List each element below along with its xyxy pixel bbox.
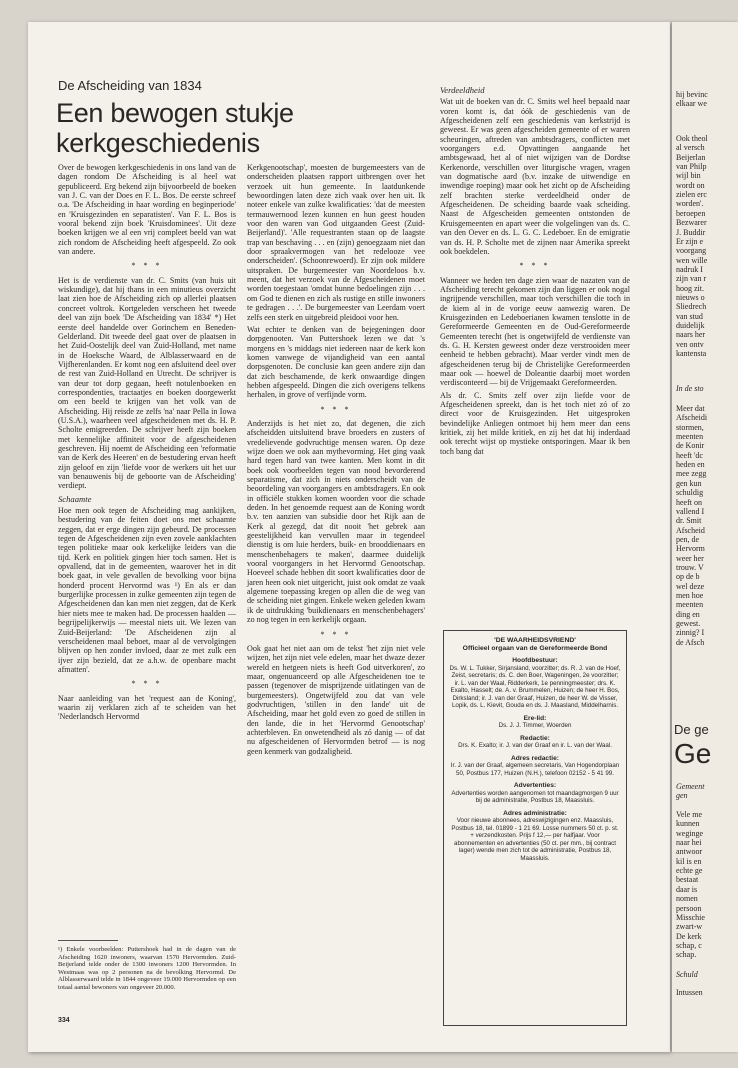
next-page-line: hoog zit. (676, 283, 704, 293)
next-page-line: kil is en (676, 856, 702, 866)
next-page-line: Misschie (676, 912, 705, 922)
next-page-line: echte ge (676, 866, 703, 876)
section-heading-verdeeldheid: Verdeeldheid (440, 85, 485, 95)
next-page-line: heeft 'dc (676, 450, 703, 460)
next-page-line: dr. Smit (676, 516, 702, 526)
next-page-line: Afscheidi (676, 413, 708, 423)
next-page-line: elkaar we (676, 99, 707, 109)
masthead-title: 'DE WAARHEIDSVRIEND' (494, 637, 576, 644)
next-page-line: ding en (676, 609, 700, 619)
paragraph: Het is de verdienste van dr. C. Smits (van huis uit wiskundige), dat hij thans in een minutieus overzicht laat zien hoe de Afscheiding zich op allerlei plaatsen concreet voltrok. Kortgeleden verscheen het tweede deel van zijn boek 'De Afscheiding van 1834' *) Het eerste deel handelde over Gorinchem en Beneden-Gelderland. Dit tweede deel gaat over de plaatsen in het Zuid-Oostelijk deel van Zuid-Holland, met name in de Hoeksche Waard, de Alblasserwaard en de Vijfherenlanden. Er komt nog een afsluitend deel over de rest van Zuid-Holland en Utrecht. De schrijver is van deur tot dorp gegaan, heeft notulenboeken en correspondenties, tractaatjes en boeken doorgewerkt om een beeld te krijgen van het volk van de Afscheiding. Hij reisde ze zelfs 'na' naar Pella in Iowa (U.S.A.), waarheen veel afgescheidenen met ds. H. P. Scholte emigreerden. De schrijver heeft zijn boeken met kennelijke affiniteit voor de afgescheidenen geschreven. Hij noemt de Afscheiding een 'reformatie van de Kerk des Heeren' en de bestudering ervan heeft zijn geloof en zijn 'liefde voor de werkers uit het uur van benauwenis bij de geboorte van de Afscheiding' verdiept. (58, 275, 236, 491)
next-page-line: voorgang (676, 246, 707, 256)
footnote-rule (58, 940, 118, 941)
masthead-heading: Ere-lid: (523, 714, 547, 722)
column-3 (440, 82, 630, 459)
next-page-line: meenten (676, 432, 704, 442)
next-page-line: zwart-w (676, 922, 703, 932)
next-page-line: stormen, (676, 422, 704, 432)
page-number: 334 (58, 1017, 70, 1024)
next-page-line: kantensta (676, 349, 707, 359)
next-page-line: vallend I (676, 506, 705, 516)
next-page-line: van Philp (676, 162, 707, 172)
next-page-line: mee zegg (676, 469, 707, 479)
next-page-line: zijn van r (676, 274, 707, 284)
next-page-line: op de b (676, 572, 700, 582)
next-page-line: men hoe (676, 591, 704, 600)
next-page-line: Gemeent (676, 782, 705, 791)
next-page-line: de Afsch (676, 637, 705, 647)
paragraph: Wanneer we heden ten dage zien waar de nazaten van de Afscheiding terecht gekomen zijn dan liggen er ook nogal ingrijpende verschillen, maar toch verschillen die toch in de kiem al in de vorige eeuw aanwezig waren. De Kruisgezinden en Ledeboerianen kwamen tenslotte in de Gereformeerde Gemeenten en de Oud-Gereformeerde Gemeenten terecht (het is ongetwijfeld de verdienste van ds. G. H. Kersten geweest onder deze verstrooiden meer eenheid te hebben gebracht). Maar verder vindt men de afgescheidenen terug bij de Christelijke Gereformeerden maar ook — hoewel de Doleantie daarbij moet worden verdisconteerd — bij de Vrijgemaakt Gereformeerden. (440, 275, 630, 388)
magazine-page (28, 22, 670, 1052)
column-1 (58, 163, 236, 725)
next-page-line: weer her (676, 553, 704, 563)
next-page-line: schuldig (676, 488, 704, 498)
next-page-line: Bezwarer (676, 218, 707, 228)
paragraph: Als dr. C. Smits zelf over zijn liefde voor de Afgescheidenen spreekt, dan is het toch niet zó of zo direct voor de Kruisgezinden. Het uitgesproken bevindelijke Anliegen ontmoet bij hem meer dan eens kritiek, zij het milde kritiek, en zij het dat hij inderdaad ook terecht wijst op mystieke ontsporingen. Maar ik ben toch bang dat (440, 390, 630, 456)
masthead-heading: Hoofdbestuur: (512, 657, 558, 664)
next-page-line: nomen (676, 894, 698, 904)
section-separator: * * * (131, 261, 163, 271)
next-page-line: wordt on (676, 180, 705, 190)
next-page-line: gen (676, 791, 688, 801)
next-page-line: Afscheid (676, 525, 705, 535)
masthead-heading: Redactie: (520, 734, 550, 742)
next-page-line: Intussen (676, 988, 703, 997)
paragraph: Over de bewogen kerkgeschiedenis in ons land van de dagen rondom De Afscheiding is al heel wat gepubliceerd. Erg bekend zijn bijvoorbeeld de boeken van J. C. van der Does en F. L. Bos. De eerste schreef o.a. 'De Afscheiding in haar wording en beginperiode' en 'Kruisgezinden en separatisten'. Van F. L. Bos is vooral bekend zijn boek 'Kruisdominees'. Uit deze boeken krijgen we al een vrij compleet beeld van wat zich rondom de Afscheiding heeft afgespeeld. Zo ook van andere. (58, 163, 236, 257)
masthead-text: Drs. K. Exalto; ir. J. van der Graaf en ir. L. van der Waal. (458, 742, 612, 749)
paragraph: Wat uit de boeken van dr. C. Smits wel heel bepaald naar voren komt is, dat óók de geschiedenis van de Afgescheidenen zelf een geschiedenis van kerkstrijd is geweest. Er was geen afgescheiden gemeente of er waren scheuringen, aftreden van ambtsdragers, conflicten met voorgangers e.d. Opvattingen aangaande het ambtsgewaad, het al of niet wijzigen van de Dordtse Kerkenorde, verschillen over liturgische vragen, vragen van dogmatische aard (b.v. inzake de uitwendige en inwendige roeping) maar ook het zicht op de Afscheiding zelf brachten sterke verdeeldheid onder de Afgescheidenen. De scheiding baarde vaak scheiding. Naast de Afgescheiden gemeenten ontstonden de Kruisgemeenten en apart weer die volgelingen van ds. C. van den Oever en ds. L. G. C. Ledeboer. En de emigratie van ds. H. P. Scholte met de zijnen naar Amerika spreekt ook boekdelen. (440, 97, 630, 256)
next-page-line: wen wille (676, 255, 708, 265)
next-page-line: de Konir (676, 441, 705, 451)
next-page-line: zinnig? I (676, 628, 705, 638)
footnote: ¹) Enkele voorbeelden: Puttershoek had in de dagen van de Afscheiding 1620 inwoners, waarvan 1570 Hervormden. Zuid-Beijerland telde onder de 1300 inwoners 1200 Hervormden. In Westmaas was op 2 personen na de bevolking Hervormd. De Alblasserwaard telde in 1844 ongeveer 19.000 Hervormden op een totaal aantal bewoners van ongeveer 20.000. (58, 946, 236, 991)
next-page-edge (672, 22, 738, 1052)
next-page-line: wijl bin (676, 171, 701, 181)
next-page-line: pen, de (676, 534, 700, 544)
next-page-line: wel deze (676, 581, 705, 591)
next-page-line: Ook theol (676, 134, 708, 143)
next-page-line: Schuld (676, 970, 698, 979)
section-separator: * * * (519, 261, 551, 271)
next-page-line: schap. (676, 950, 697, 960)
next-page-line: meenten (676, 600, 704, 610)
next-page-line: beroepen (676, 208, 706, 218)
next-page-line: duidelijk (676, 321, 705, 330)
next-page-line: heeft on (676, 497, 702, 507)
next-page-line: De ge (674, 722, 709, 737)
next-page-line: weginge (676, 828, 704, 838)
article-kicker: De Afscheiding van 1834 (58, 78, 202, 93)
paragraph: Kerkgenootschap', moesten de burgemeesters van de onderscheiden plaatsen rapport uitbrengen over het verzoek uit hun gemeente. In laatdunkende bewoordingen laten deze zich vaak over hen uit. Ik noteer enkele van zulke kwalificaties: 'dat de meesten termauwernood lezen kunnen en hun geest houden voor den waren van God uitgaanden Geest (Zuid-Beijerland)'. 'Alle requestranten staan op de laagste trap van beschaving . . . en (zijn) genoegzaam niet dan door spraakvermogen van het redelooze vee onderscheiden'. (Schoonrewoerd). Er zijn ook mildere uitspraken. De burgemeester van Noordeloos b.v. meent, dat het verzoek van de Afgescheidenen moet worden toegestaan 'omdat hunne bedoelingen zijn . . . om God te dienen en zich als rustige en stille inwoners te gedragen . . .'. De burgemeester van Leerdam voert zelfs een sterk en uitgebreid pleidooi voor hen. (247, 163, 425, 322)
next-page-line: kunnen (676, 819, 700, 829)
next-page-line: Ge (674, 738, 712, 769)
next-page-line: antwoor (676, 847, 703, 857)
next-page-line: al versch (676, 143, 705, 153)
next-page-line: van stud (676, 311, 703, 321)
next-page-line: worden'. (676, 199, 704, 209)
paragraph: Ook gaat het niet aan om de tekst 'het zijn niet vele wijzen, het zijn niet vele edelen, maar het dwaze dezer wereld en hetgeen niets is heeft God uitverkoren', zo maar, ongenuanceerd op alle Afgescheidenen toe te passen (tegenover de misprijzende uitlatingen van de burgemeesters). Ongetwijfeld zou dat van vele godvruchtigen, 'stillen in den lande' uit de Afscheiding, maar het gold even zo goed de stillen in den lande, die in het 'Hervormd Genootschap' achterbleven. En onwetendheid als zó danig — of dat nu afgescheidenen of Hervormden betrof — is nog geen kenmerk van godzaligheid. (247, 643, 425, 756)
next-page-line: zielen erc (676, 190, 707, 200)
next-page-line: daar is (676, 884, 698, 894)
masthead-text: Ds. W. L. Tukker, Sirjansland, voorzitter; ds. R. J. van de Hoef, Zeist, secretaris; ds. C. den Boer, Wageningen, 2e voorzitter; ir. L. van der Waal, Ridderkerk, 1e penningmeester; drs. K. Exalto, Hasselt; de. A. v. Brummelen, Huizen; de heer H. Bos, Dirksland; ir. J. van der Graaf, Huizen, de heer W. de Visser, Lopik, ds. L. Kievit, Gouda en ds. J. Maasland, Middelharnis. (449, 664, 621, 709)
next-page-line: naar hei (676, 838, 702, 848)
paragraph: Naar aanleiding van het 'request aan de Koning', waarin zij verklaren zich af te scheiden van het 'Nederlandsch Hervormd (58, 693, 236, 722)
paragraph: Anderzijds is het niet zo, dat degenen, die zich afscheidden uitsluitend brave broeders en zusters of vredelievende godvruchtige mensen waren. Op deze wijze doen we ook aan mythevorming. Het ging vaak hard tegen hard van twee kanten. Men komt in dit boek ook voorbeelden tegen van nood bevorderend separatisme, dat zich in niets onderscheidt van de beoordeling van voorgangers en ambtsdragers. En ook in officiële stukken komen woorden voor die schade deden. In het genoemde request aan de Koning wordt b.v. ten aanzien van subsidie door het Rijk aan de Kerk al gezegd, dat dit nooit 'het gebrek aan geestelijkheid kan vervullen maar in tegendeel dienstig is om luie herders, buik- en brooddienaars en menschenbehagers te maken', daarmee duidelijk vooral voorgangers in het Hervormd Genootschap. Hoeveel schade hebben dit soort kwalificaties door de jaren heen ook niet uitgericht, juist ook omdat ze vaak algemene toepassing kregen op allen die de weg van de scheiding niet gingen. Enkele weken geleden kwam ik de uitdrukking 'buikdienaars en menschenbehagers' zo nog tegen in een kerkelijk orgaan. (247, 418, 425, 625)
paragraph: Hoe men ook tegen de Afscheiding mag aankijken, bestudering van de feiten doet ons met schaamte zeggen, dat er erge dingen zijn gebeurd. De processen tegen de Afgescheidenen zijn even zovele aanklachten tegen politieke maar ook kerkelijke leiders van die tijd. Kerk en politiek gingen hier toch samen. Het is opvallend, dat in de gemeenten, waarover het in dit boek gaat, in vele gevallen de bevolking voor bijna honderd procent Hervormd was ¹) En als er dan burgerlijke processen in zulke gemeenten zijn tegen de Afgescheidenen dan kan men niet zeggen, dat de Kerk hier niets mee te maken had. De processen haalden — begrijpelijkerwijs — meestal niets uit. We lezen van Zuid-Beijerland: 'De Afscheidenen zijn al verscheidenen maal beboet, maar al de vervolgingen blijven op hen zonder invloed, daar ze met zulk een ijver zijn bezield, dat ze a.h.w. de openbare macht afmatten'. (58, 506, 236, 674)
masthead-heading: Advertenties: (513, 782, 557, 789)
next-page-line: gewest. (676, 619, 701, 629)
paragraph: Wat echter te denken van de bejegeningen door dorpgenooten. Van Puttershoek lezen we dat 's morgens en 's middags niet iedereen naar de kerk kon komen vanwege de vijandigheid van een aantal dorpsgenoten. De conclusie kan geen andere zijn dan dat zich beschamende, de kerk onwaardige dingen hebben afgespeeld. Dingen die zich overigens telkens herhalen, in grove of verfijnde vorm. (247, 324, 425, 400)
masthead-text: Advertenties worden aangenomen tot maandagmorgen 9 uur bij de administratie, Postbus 18, Maassluis. (451, 789, 619, 804)
next-page-line: Hervorm (676, 544, 705, 554)
section-separator: * * * (131, 679, 163, 689)
next-page-line: hij bevinc (676, 90, 708, 99)
masthead-heading: Adres redactie: (510, 754, 559, 762)
masthead-subtitle: Officieel orgaan van de Gereformeerde Bond (462, 644, 608, 652)
next-page-line: schap, c (676, 940, 702, 950)
next-page-line: naars her (676, 330, 706, 340)
next-page-line: De kerk (676, 931, 702, 941)
next-page-line: persoon (676, 903, 702, 913)
masthead-heading: Adres administratie: (503, 809, 567, 817)
next-page-line: nadruk I (676, 264, 703, 274)
section-heading-schaamte: Schaamte (58, 493, 92, 504)
next-page-line: Beijerlan (676, 152, 706, 162)
next-page-line: trouw. V (676, 562, 704, 572)
next-page-line: heden en (676, 460, 705, 470)
next-page-line: J. Buddir (676, 227, 706, 237)
next-page-line: bestaat (676, 875, 699, 885)
next-page-line: Er zijn e (676, 236, 704, 246)
next-page-line: In de sto (676, 384, 704, 393)
masthead-text: Ir. J. van der Graaf, algemeen secretaris, Van Hogendorplaan 50, Postbus 177, Huizen (N.H.), telefoon 02152 - 5 41 99. (450, 762, 620, 777)
next-page-line: ven ontv (676, 339, 704, 349)
section-separator: * * * (320, 629, 352, 639)
article-title: Een bewogen stukje kerkgeschiedenis (56, 98, 294, 158)
masthead-text: Ds. J. J. Timmer, Woerden (498, 722, 572, 729)
section-separator: * * * (320, 404, 352, 414)
next-page-line: Sliedrech (676, 302, 707, 312)
masthead-box (443, 630, 627, 1026)
next-page-line: nieuws o (676, 292, 705, 302)
column-2 (247, 163, 425, 759)
masthead-text: Voor nieuwe abonnees, adreswijzigingen enz. Maassluis, Postbus 18, tel. 01899 - 1 21 69. Losse nummers 50 ct. p. st. + verzendkosten. Prijs f 12,— per halfjaar. Voor abonnementen en advertenties (50 ct. per mm., bij contract lager) wende men zich tot de administratie, Postbus 18, Maassluis. (451, 817, 619, 862)
next-page-line: Meer dat (676, 404, 705, 413)
next-page-line: gen kun (676, 478, 702, 488)
next-page-line: Vele me (676, 810, 702, 819)
